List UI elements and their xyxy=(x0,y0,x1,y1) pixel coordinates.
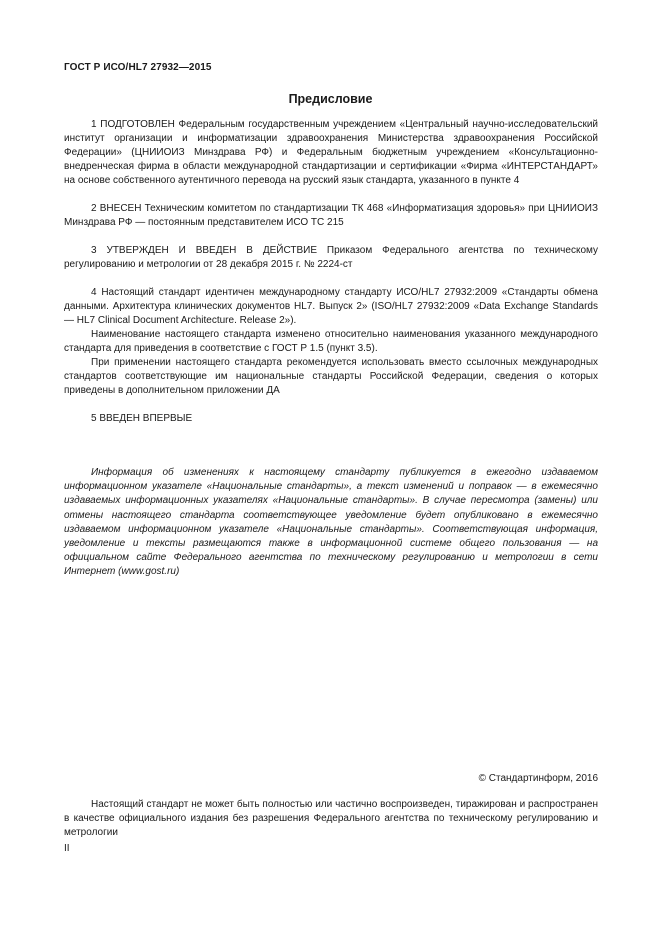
copyright-notice: © Стандартинформ, 2016 xyxy=(478,773,598,784)
paragraph-prepared-by: 1 ПОДГОТОВЛЕН Федеральным государственным учреждением «Центральный научно-исследовательский институт организации и информатизации здравоохранения Министерства здравоохранения Российской Федерации» (ЦНИИОИЗ Минздрава РФ) и Федеральным бюджетным учреждением «Консультационно-внедренческая фирма в области международной стандартизации и сертификации «Фирма «ИНТЕРСТАНДАРТ» на основе собственного аутентичного перевода на русский язык стандарта, указанного в пункте 4 xyxy=(64,119,598,186)
paragraph-identical-standard: 4 Настоящий стандарт идентичен международному стандарту ИСО/HL7 27932:2009 «Стандарты обмена данными. Архитектура клинических документов HL7. Выпуск 2» (ISO/HL7 27932:2009 «Data Exchange Standards — HL7 Clinical Document Architecture. Release 2»). xyxy=(64,287,598,326)
standard-header: ГОСТ Р ИСО/HL7 27932—2015 xyxy=(64,62,212,73)
info-notice: Информация об изменениях к настоящему стандарту публикуется в ежегодно издаваемом информационном указателе «Национальные стандарты», а текст изменений и поправок — в ежемесячно издаваемых информационных указателях «Национальные стандарты». В случае пересмотра (замены) или отмены настоящего стандарта соответствующее уведомление будет опубликовано в ежемесячно издаваемом информационном указателе «Национальные стандарты». Соответствующая информация, уведомление и тексты размещаются также в информационной системе общего пользования — на официальном сайте Федерального агентства по техническому регулированию и метрологии в сети Интернет (www.gost.ru) xyxy=(64,467,598,578)
legal-notice: Настоящий стандарт не может быть полностью или частично воспроизведен, тиражирован и распространен в качестве официального издания без разрешения Федерального агентства по техническому регулированию и метрологии xyxy=(64,799,598,838)
paragraph-approved: 3 УТВЕРЖДЕН И ВВЕДЕН В ДЕЙСТВИЕ Приказом Федерального агентства по техническому регулированию и метрологии от 28 декабря 2015 г. № 2224-ст xyxy=(64,245,598,270)
page-title: Предисловие xyxy=(288,92,373,106)
paragraph-name-changed: Наименование настоящего стандарта изменено относительно наименования указанного международного стандарта для приведения в соответствие с ГОСТ Р 1.5 (пункт 3.5). xyxy=(64,329,598,354)
page-number: II xyxy=(64,843,70,854)
foreword-body xyxy=(64,118,598,426)
paragraph-references: При применении настоящего стандарта рекомендуется использовать вместо ссылочных международных стандартов соответствующие им национальные стандарты Российской Федерации, сведения о которых приведены в дополнительном приложении ДА xyxy=(64,357,598,396)
paragraph-introduced-by: 2 ВНЕСЕН Техническим комитетом по стандартизации ТК 468 «Информатизация здоровья» при ЦНИИОИЗ Минздрава РФ — постоянным представителем ИСО ТС 215 xyxy=(64,203,598,228)
paragraph-first-introduced: 5 ВВЕДЕН ВПЕРВЫЕ xyxy=(91,413,193,424)
